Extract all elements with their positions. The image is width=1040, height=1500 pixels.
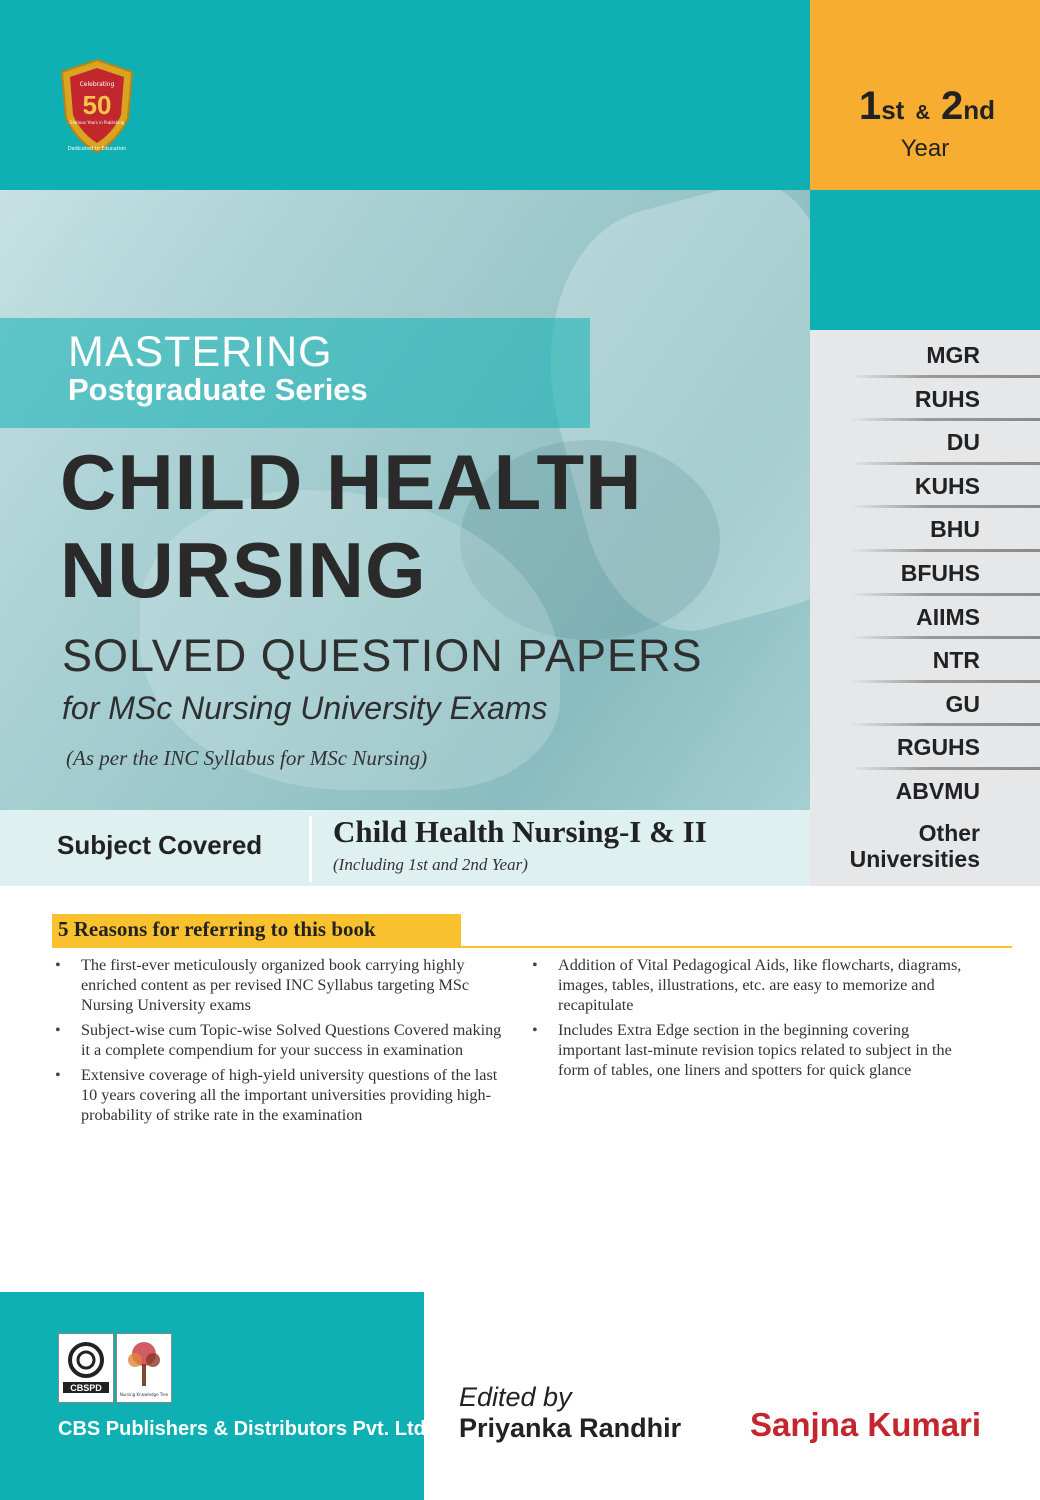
editor-name: Priyanka Randhir: [459, 1413, 682, 1443]
subject-divider: [309, 816, 312, 882]
university-item: GU: [810, 683, 1040, 727]
reason-item: • Addition of Vital Pedagogical Aids, like flowcharts, diagrams, images, tables, illustrations, etc. are easy to memorize and recapitulate: [530, 955, 970, 1015]
logo-number: 50: [82, 90, 112, 120]
year-first-suffix: st: [881, 95, 905, 125]
reason-item: • Includes Extra Edge section in the beginning covering important last-minute revision topics related to subject in the form of tables, one liners and spotters for quick glance: [530, 1020, 970, 1080]
university-item: RUHS: [810, 378, 1040, 422]
reason-item: • Subject-wise cum Topic-wise Solved Questions Covered making it a complete compendium for your success in examination: [53, 1020, 513, 1060]
reasons-list-left: [53, 955, 513, 1130]
publisher-name: CBS Publishers & Distributors Pvt. Ltd.: [58, 1418, 432, 1440]
book-title-line1: CHILD HEALTH: [60, 438, 643, 526]
subject-name: Child Health Nursing-I & II: [333, 814, 707, 849]
book-title: [60, 438, 643, 614]
series-name: Postgraduate Series: [68, 372, 368, 407]
subject-note: (Including 1st and 2nd Year): [333, 855, 528, 874]
svg-text:Nursing Knowledge Tree: Nursing Knowledge Tree: [119, 1392, 169, 1397]
right-teal-block: [810, 190, 1040, 330]
book-title-line2: NURSING: [60, 526, 427, 614]
year-label: Year: [900, 135, 950, 162]
other-universities: Other Universities: [849, 820, 980, 872]
logo-text-bottom: Dedicated to Education: [67, 146, 127, 152]
university-item: MGR: [810, 334, 1040, 378]
university-item: NTR: [810, 639, 1040, 683]
nursing-knowledge-tree-logo: [116, 1333, 172, 1403]
logo-text-mid: Glorious Years in Publishing: [69, 120, 125, 125]
reasons-rule: [52, 946, 1012, 948]
university-item: BHU: [810, 508, 1040, 552]
year-ampersand: &: [915, 102, 930, 124]
syllabus-note: (As per the INC Syllabus for MSc Nursing): [66, 746, 428, 770]
university-item: AIIMS: [810, 596, 1040, 640]
year-first: 1: [858, 84, 882, 128]
cbspd-logo: [58, 1333, 114, 1403]
university-item: DU: [810, 421, 1040, 465]
book-audience: for MSc Nursing University Exams: [62, 690, 548, 726]
reasons-list-right: [530, 955, 970, 1085]
reason-item: • The first-ever meticulously organized book carrying highly enriched content as per revised INC Syllabus targeting MSc Nursing University exams: [53, 955, 513, 1015]
reasons-heading: 5 Reasons for referring to this book: [52, 914, 461, 946]
editor-name-highlight: Sanjna Kumari: [750, 1406, 982, 1443]
celebrating-50-shield-logo: [58, 58, 136, 154]
edited-by-label: Edited by: [459, 1382, 572, 1412]
university-item: BFUHS: [810, 552, 1040, 596]
university-item: KUHS: [810, 465, 1040, 509]
year-badge: [810, 84, 1040, 163]
subject-covered-label: Subject Covered: [57, 830, 263, 860]
svg-text:CBSPD: CBSPD: [70, 1383, 102, 1393]
universities-list: [810, 334, 1040, 814]
university-item: ABVMU: [895, 777, 980, 804]
logo-text-top: Celebrating: [79, 81, 115, 88]
reason-item: • Extensive coverage of high-yield university questions of the last 10 years covering all the important universities providing high-probability of strike rate in the examination: [53, 1065, 513, 1125]
year-second-suffix: nd: [963, 95, 996, 125]
year-second: 2: [941, 84, 964, 128]
university-item: RGUHS: [810, 726, 1040, 770]
series-mastering: MASTERING: [68, 328, 333, 376]
book-subtitle: SOLVED QUESTION PAPERS: [62, 630, 703, 681]
